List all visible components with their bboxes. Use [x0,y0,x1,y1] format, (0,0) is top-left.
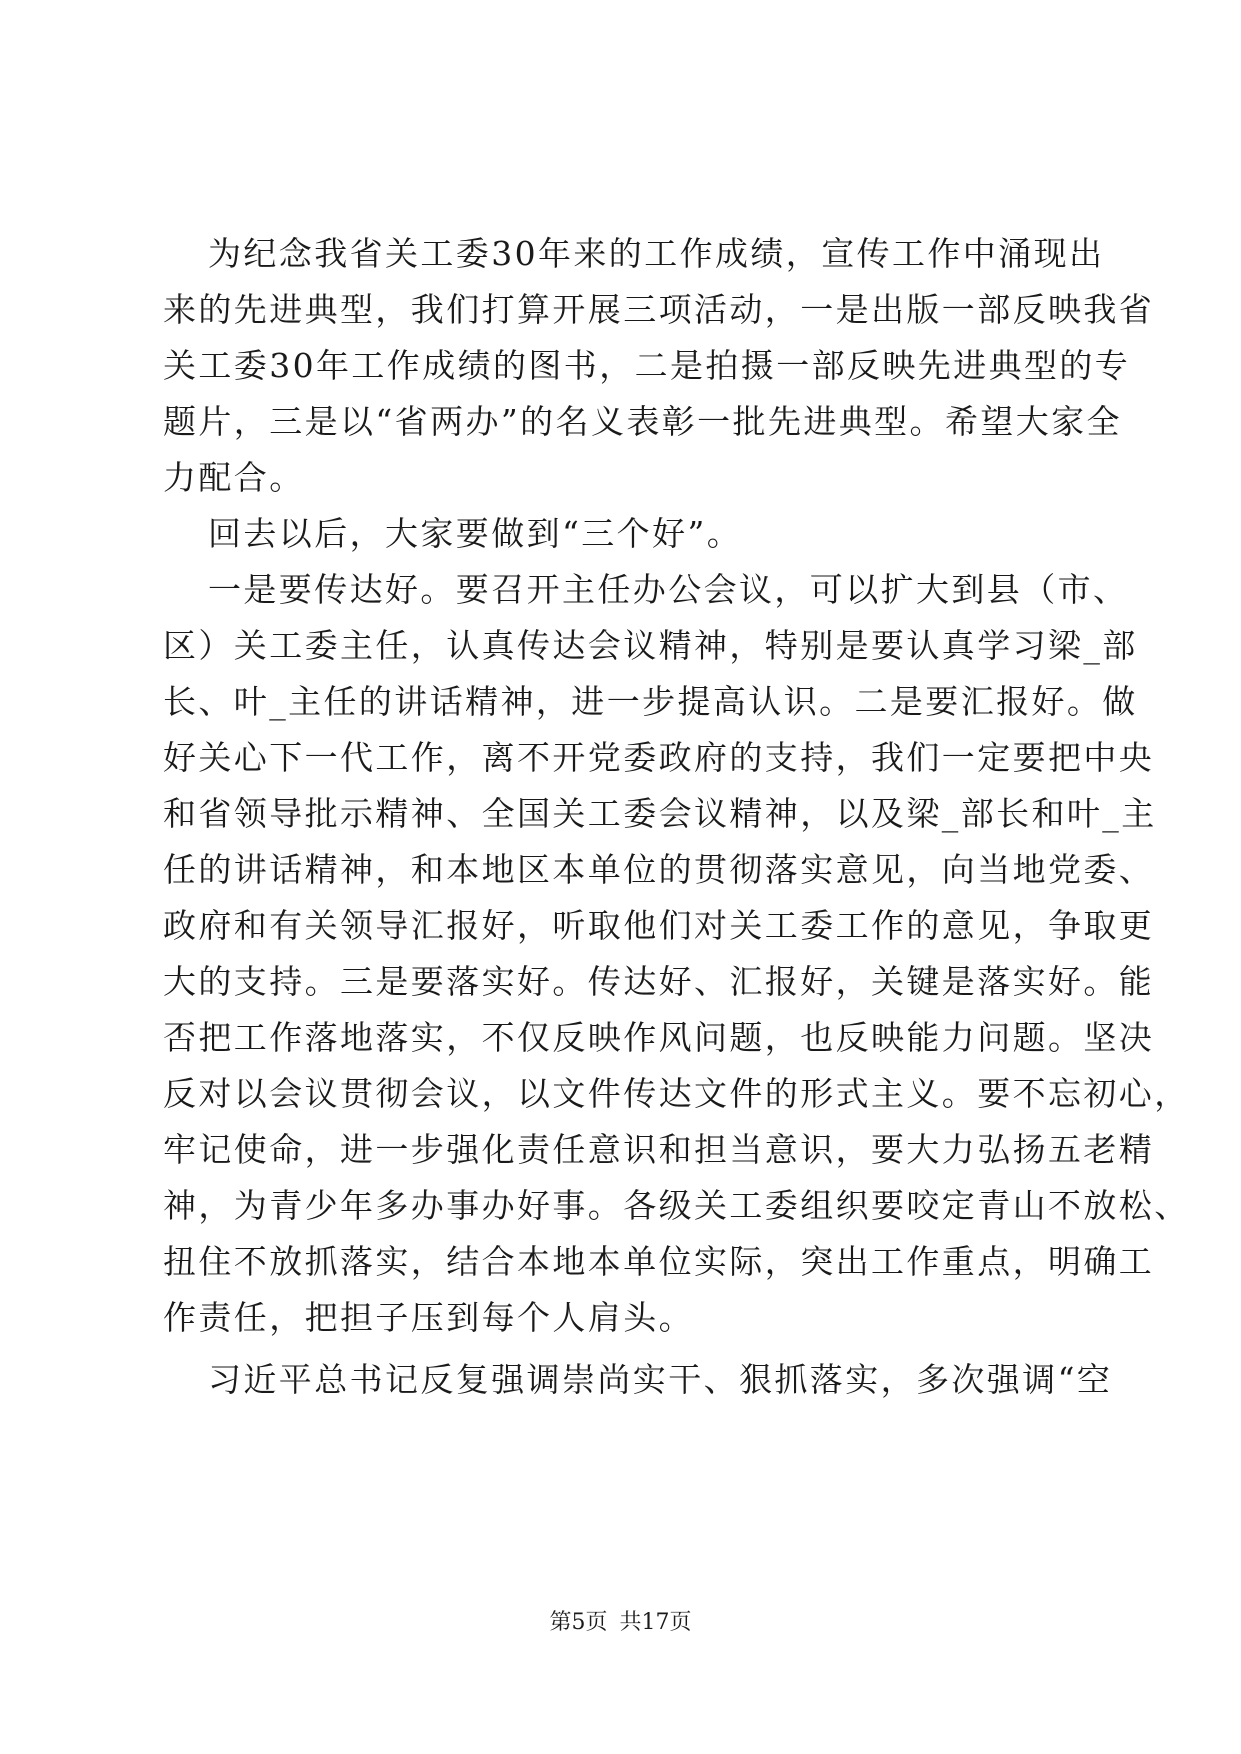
text-line: 长、叶_主任的讲话精神，进一步提高认识。二是要汇报好。做 [163,682,1138,721]
text-line: 习近平总书记反复强调崇尚实干、狠抓落实，多次强调“空 [208,1360,1113,1399]
text-line: 大的支持。三是要落实好。传达好、汇报好，关键是落实好。能 [163,962,1155,1001]
text-line: 和省领导批示精神、全国关工委会议精神，以及梁_部长和叶_主 [163,794,1157,833]
text-line: 为纪念我省关工委30年来的工作成绩，宣传工作中涌现出 [208,234,1105,273]
text-line: 作责任，把担子压到每个人肩头。 [163,1298,694,1337]
text-line: 牢记使命，进一步强化责任意识和担当意识，要大力弘扬五老精 [163,1130,1155,1169]
text-line: 关工委30年工作成绩的图书，二是拍摄一部反映先进典型的专 [163,346,1131,385]
text-line: 回去以后，大家要做到“三个好”。 [208,514,743,553]
text-line: 反对以会议贯彻会议，以文件传达文件的形式主义。要不忘初心， [163,1074,1190,1113]
page-footer [0,1608,1241,1638]
text-line: 题片，三是以“省两办”的名义表彰一批先进典型。希望大家全 [163,402,1122,441]
total-pages: 共17页 [619,1610,692,1635]
text-line: 扭住不放抓落实，结合本地本单位实际，突出工作重点，明确工 [163,1242,1155,1281]
text-line: 力配合。 [163,458,305,497]
text-line: 区）关工委主任，认真传达会议精神，特别是要认真学习梁_部 [163,626,1138,665]
page-number: 第5页 [549,1610,608,1635]
text-line: 神，为青少年多办事办好事。各级关工委组织要咬定青山不放松、 [163,1186,1190,1225]
text-line: 一是要传达好。要召开主任办公会议，可以扩大到县（市、 [208,570,1129,609]
text-line: 好关心下一代工作，离不开党委政府的支持，我们一定要把中央 [163,738,1155,777]
text-line: 来的先进典型，我们打算开展三项活动，一是出版一部反映我省 [163,290,1155,329]
text-line: 任的讲话精神，和本地区本单位的贯彻落实意见，向当地党委、 [163,850,1155,889]
text-line: 否把工作落地落实，不仅反映作风问题，也反映能力问题。坚决 [163,1018,1155,1057]
text-line: 政府和有关领导汇报好，听取他们对关工委工作的意见，争取更 [163,906,1155,945]
